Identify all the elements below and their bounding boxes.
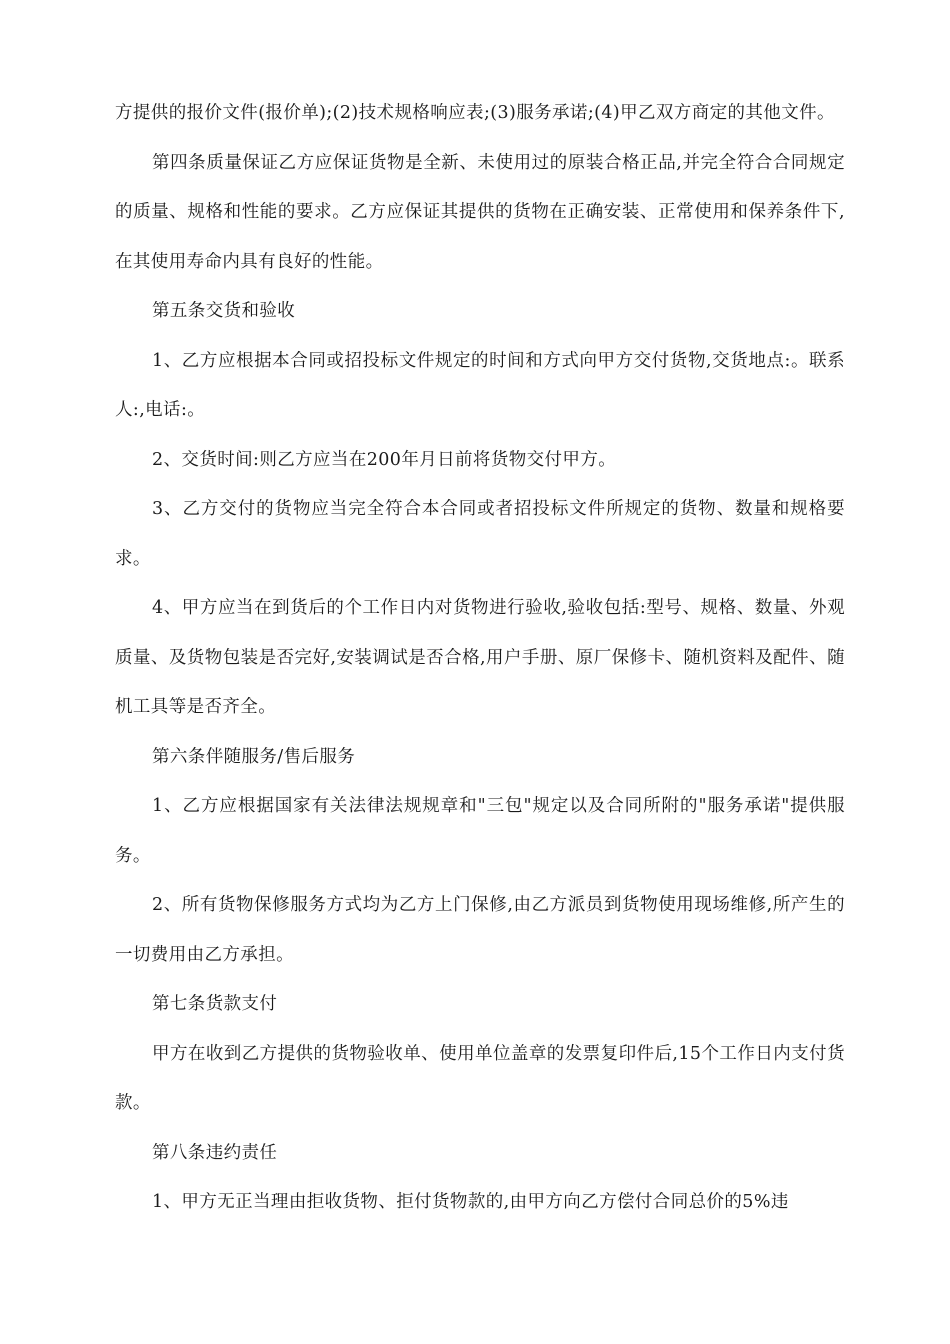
- paragraph-service-2: 2、所有货物保修服务方式均为乙方上门保修,由乙方派员到货物使用现场维修,所产生的一切费用由乙方承担。: [115, 895, 845, 965]
- paragraph-article-4-quality: 第四条质量保证乙方应保证货物是全新、未使用过的原装合格正品,并完全符合合同规定的质量、规格和性能的要求。乙方应保证其提供的货物在正确安装、正常使用和保养条件下,在其使用寿命内具有良好的性能。: [115, 152, 845, 272]
- contract-body: [115, 89, 845, 1228]
- paragraph-delivery-1: 1、乙方应根据本合同或招投标文件规定的时间和方式向甲方交付货物,交货地点:。联系人:,电话:。: [115, 350, 845, 420]
- paragraph-service-1: 1、乙方应根据国家有关法律法规规章和"三包"规定以及合同所附的"服务承诺"提供服务。: [115, 796, 845, 866]
- paragraph-delivery-3: 3、乙方交付的货物应当完全符合本合同或者招投标文件所规定的货物、数量和规格要求。: [115, 499, 845, 569]
- paragraph-delivery-4: 4、甲方应当在到货后的个工作日内对货物进行验收,验收包括:型号、规格、数量、外观质量、及货物包装是否完好,安装调试是否合格,用户手册、原厂保修卡、随机资料及配件、随机工具等是否齐全。: [115, 598, 845, 717]
- paragraph-payment: 甲方在收到乙方提供的货物验收单、使用单位盖章的发票复印件后,15个工作日内支付货款。: [115, 1043, 845, 1113]
- paragraph-delivery-2: 2、交货时间:则乙方应当在200年月日前将货物交付甲方。: [152, 449, 617, 470]
- heading-article-5-delivery: 第五条交货和验收: [152, 301, 296, 321]
- heading-article-7-payment: 第七条货款支付: [152, 994, 278, 1014]
- heading-article-8-liability: 第八条违约责任: [152, 1142, 278, 1163]
- paragraph-documents-list: 方提供的报价文件(报价单);(2)技术规格响应表;(3)服务承诺;(4)甲乙双方商定的其他文件。: [115, 103, 835, 123]
- paragraph-liability-1: 1、甲方无正当理由拒收货物、拒付货物款的,由甲方向乙方偿付合同总价的5%违: [152, 1192, 789, 1212]
- heading-article-6-service: 第六条伴随服务/售后服务: [152, 746, 356, 767]
